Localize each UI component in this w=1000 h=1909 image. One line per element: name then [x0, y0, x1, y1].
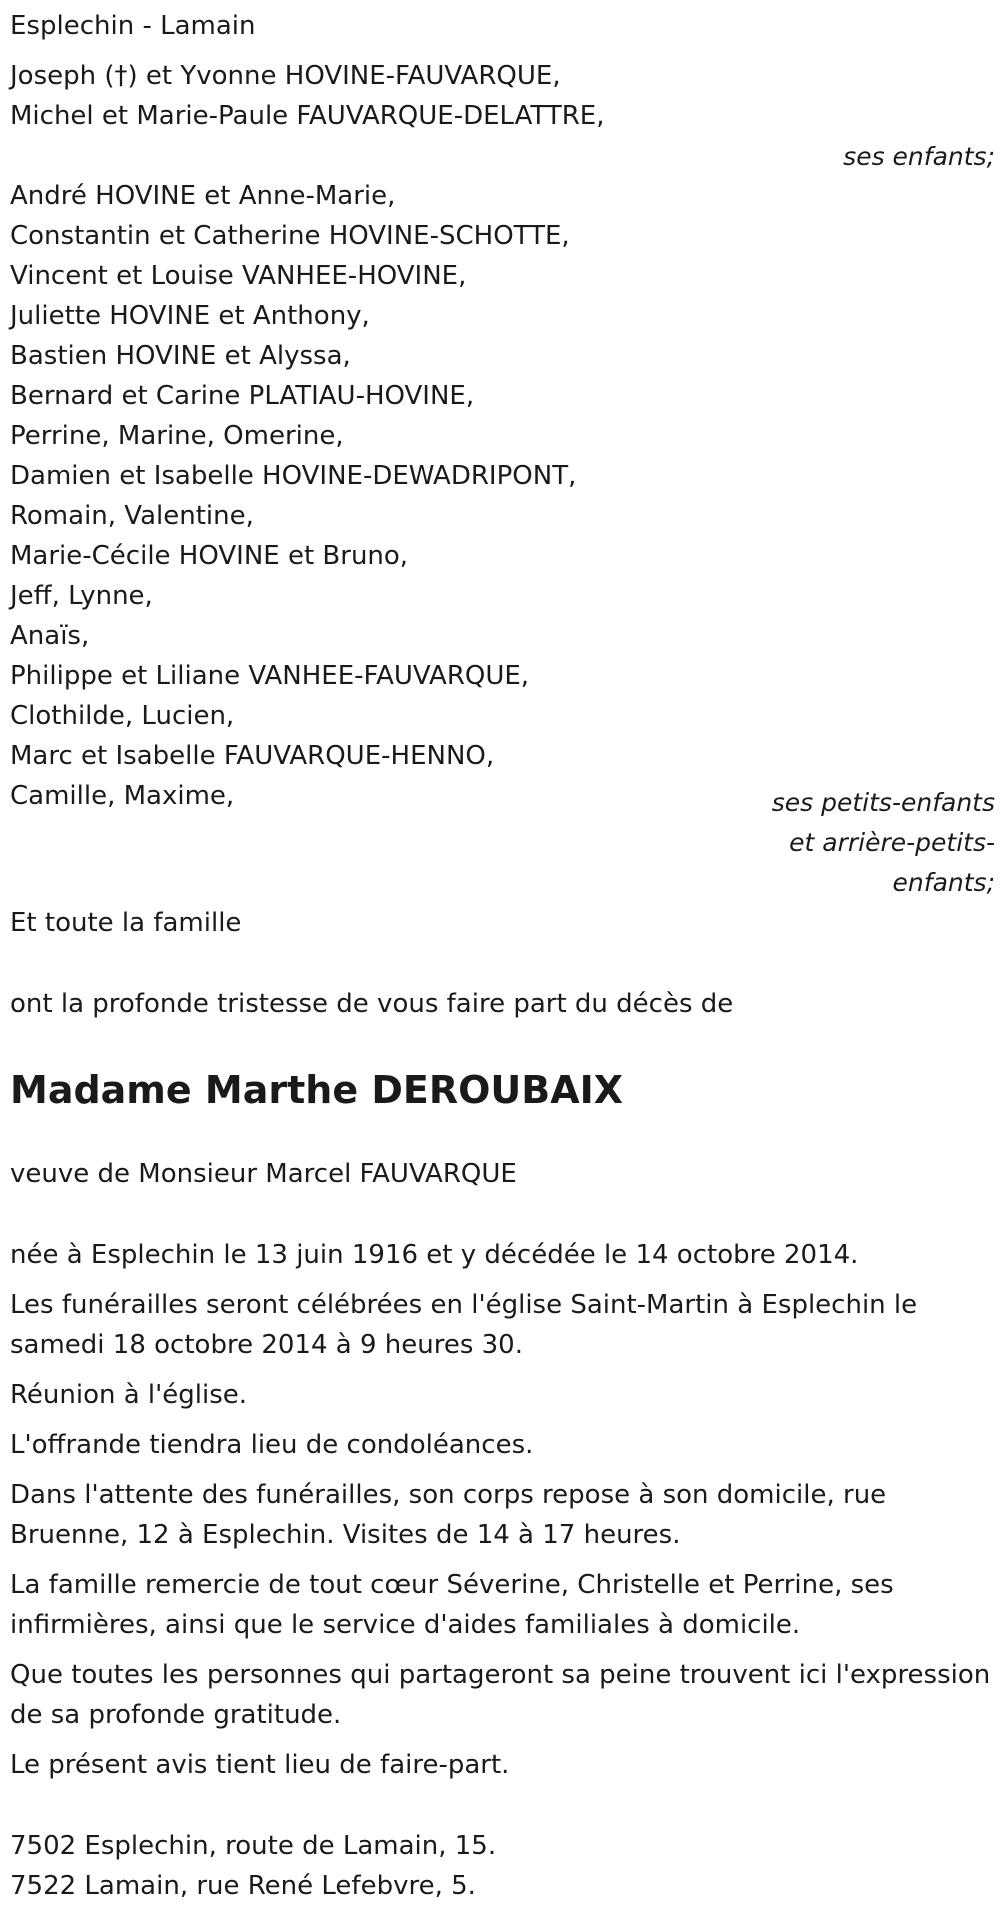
list-item: Philippe et Liliane VANHEE-FAUVARQUE,	[10, 661, 530, 691]
list-item: Bernard et Carine PLATIAU-HOVINE,	[10, 381, 475, 411]
list-item: Marc et Isabelle FAUVARQUE-HENNO,	[10, 741, 495, 771]
notice-line: Le présent avis tient lieu de faire-part.	[10, 1750, 510, 1780]
child-line-1	[10, 56, 561, 96]
list-item: Damien et Isabelle HOVINE-DEWADRIPONT,	[10, 461, 577, 491]
grandchildren-label-line: ses petits-enfants	[771, 788, 995, 817]
address-line: 7502 Esplechin, route de Lamain, 15.	[10, 1831, 497, 1861]
address-line: 7522 Lamain, rue René Lefebvre, 5.	[10, 1871, 476, 1901]
deceased-name: Madame Marthe DEROUBAIX	[10, 1068, 624, 1112]
list-item: Juliette HOVINE et Anthony,	[10, 301, 370, 331]
list-item: Clothilde, Lucien,	[10, 701, 235, 731]
grandchildren-list	[10, 176, 576, 816]
gratitude-info: Que toutes les personnes qui partageront sa peine trouvent ici l'expression de sa profonde gratitude.	[10, 1660, 991, 1730]
deceased-cross-icon: †	[114, 61, 128, 91]
offering-line: L'offrande tiendra lieu de condoléances.	[10, 1430, 534, 1460]
list-item: Marie-Cécile HOVINE et Bruno,	[10, 541, 409, 571]
child-line-1-suffix: ) et Yvonne HOVINE-FAUVARQUE,	[127, 61, 561, 91]
list-item: André HOVINE et Anne-Marie,	[10, 181, 396, 211]
announcement-line: ont la profonde tristesse de vous faire part du décès de	[10, 989, 734, 1019]
grandchildren-label	[10, 783, 995, 903]
family-line: Et toute la famille	[10, 908, 242, 938]
birth-death-line: née à Esplechin le 13 juin 1916 et y décédée le 14 octobre 2014.	[10, 1240, 859, 1270]
thanks-info: La famille remercie de tout cœur Séverine, Christelle et Perrine, ses infirmières, ainsi que le service d'aides familiales à domicile.	[10, 1570, 894, 1640]
place-heading: Esplechin - Lamain	[10, 11, 256, 41]
children-label: ses enfants;	[843, 142, 995, 171]
child-line-1-prefix: Joseph (	[10, 61, 115, 91]
list-item: Camille, Maxime,	[10, 781, 235, 811]
list-item: Constantin et Catherine HOVINE-SCHOTTE,	[10, 221, 570, 251]
reunion-line: Réunion à l'église.	[10, 1380, 248, 1410]
grandchildren-label-line: enfants;	[892, 868, 995, 897]
viewing-info: Dans l'attente des funérailles, son corps repose à son domicile, rue Bruenne, 12 à Esplechin. Visites de 14 à 17 heures.	[10, 1480, 887, 1550]
list-item: Vincent et Louise VANHEE-HOVINE,	[10, 261, 467, 291]
list-item: Bastien HOVINE et Alyssa,	[10, 341, 351, 371]
list-item: Anaïs,	[10, 621, 90, 651]
widow-of-line: veuve de Monsieur Marcel FAUVARQUE	[10, 1159, 517, 1189]
grandchildren-label-line: et arrière-petits-	[789, 828, 995, 857]
list-item: Jeff, Lynne,	[10, 581, 153, 611]
funeral-info: Les funérailles seront célébrées en l'église Saint-Martin à Esplechin le samedi 18 octobre 2014 à 9 heures 30.	[10, 1290, 918, 1360]
list-item: Romain, Valentine,	[10, 501, 254, 531]
list-item: Perrine, Marine, Omerine,	[10, 421, 344, 451]
child-line-2: Michel et Marie-Paule FAUVARQUE-DELATTRE,	[10, 101, 605, 131]
